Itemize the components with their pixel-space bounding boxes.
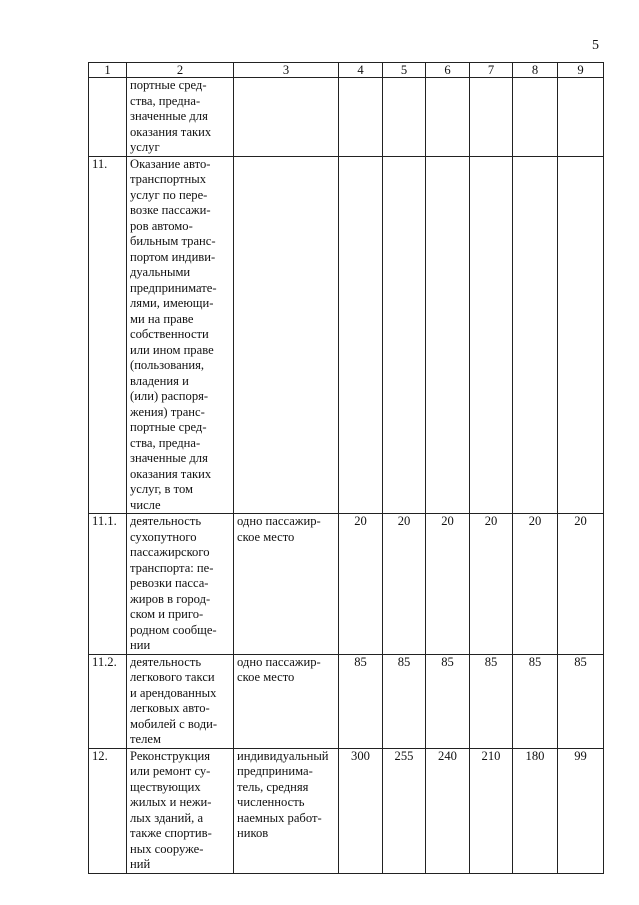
activity-name-line: ществующих [130, 779, 201, 794]
physical-indicator-line: ское место [237, 670, 295, 684]
row-number: 11. [89, 156, 127, 514]
value-cell [339, 78, 383, 157]
activity-name-line: деятельность [130, 514, 202, 528]
activity-name-line: транспорта: пе- [130, 560, 214, 575]
activity-name-line: жения) транс- [130, 404, 205, 419]
value-cell [383, 78, 426, 157]
physical-indicator [234, 654, 339, 748]
value-cell [470, 156, 513, 514]
value-cell: 20 [426, 514, 470, 655]
activity-name-line: (пользования, [130, 358, 205, 372]
activity-name-line: значенные для [130, 109, 208, 123]
value-cell [470, 78, 513, 157]
activity-name-line: деятельность [130, 654, 202, 669]
activity-name-line: (или) распоря- [130, 389, 209, 403]
header-cell: 3 [234, 63, 339, 78]
physical-indicator-line: наемных работ- [237, 810, 322, 825]
physical-indicator-line: ское место [237, 529, 295, 544]
table-row [89, 748, 604, 873]
header-cell: 4 [339, 63, 383, 78]
activity-name-line: сухопутного [130, 529, 197, 544]
value-cell [426, 78, 470, 157]
header-cell: 9 [558, 63, 604, 78]
activity-name-line: или ремонт су- [130, 764, 211, 778]
activity-name-line: или ином праве [130, 342, 214, 357]
activity-name-line: услуг [130, 140, 160, 154]
header-cell: 1 [89, 63, 127, 78]
activity-name-line: ров автомо- [130, 218, 193, 233]
activity-name-line: собственности [130, 327, 209, 341]
activity-name-line: ний [130, 857, 151, 871]
header-cell: 8 [513, 63, 558, 78]
activity-name-line: владения и [130, 373, 189, 388]
value-cell: 240 [426, 748, 470, 873]
value-cell: 20 [558, 514, 604, 655]
physical-indicator-line: одно пассажир- [237, 654, 321, 669]
activity-name-line: легкового такси [130, 670, 215, 684]
value-cell [513, 78, 558, 157]
activity-name-line: бильным транс- [130, 234, 216, 248]
activity-name-line: числе [130, 497, 161, 512]
value-cell: 85 [470, 654, 513, 748]
activity-name-line: услуг по пере- [130, 187, 208, 202]
activity-name-line: нии [130, 638, 151, 652]
header-cell: 7 [470, 63, 513, 78]
value-cell: 85 [558, 654, 604, 748]
value-cell: 300 [339, 748, 383, 873]
table-row [89, 654, 604, 748]
tax-rates-table [88, 62, 604, 874]
value-cell [513, 156, 558, 514]
physical-indicator [234, 156, 339, 514]
value-cell: 99 [558, 748, 604, 873]
header-row [89, 63, 604, 78]
value-cell: 85 [513, 654, 558, 748]
value-cell: 85 [383, 654, 426, 748]
activity-name-line: жиров в город- [130, 591, 211, 606]
row-number: 11.1. [89, 514, 127, 655]
header-cell: 6 [426, 63, 470, 78]
activity-name-line: и арендованных [130, 685, 217, 700]
header-cell: 2 [127, 63, 234, 78]
activity-name [127, 78, 234, 157]
physical-indicator [234, 748, 339, 873]
activity-name-line: портом индиви- [130, 249, 216, 264]
value-cell [558, 78, 604, 157]
activity-name-line: Реконструкция [130, 748, 211, 763]
value-cell: 210 [470, 748, 513, 873]
value-cell: 255 [383, 748, 426, 873]
activity-name [127, 748, 234, 873]
activity-name [127, 514, 234, 655]
value-cell: 20 [383, 514, 426, 655]
value-cell [558, 156, 604, 514]
activity-name-line: пассажирского [130, 545, 210, 559]
value-cell: 180 [513, 748, 558, 873]
activity-name [127, 156, 234, 514]
activity-name-line: ском и приго- [130, 607, 204, 621]
value-cell [426, 156, 470, 514]
activity-name-line: оказания таких [130, 124, 212, 139]
activity-name-line: дуальными [130, 265, 191, 279]
activity-name-line: лых зданий, а [130, 810, 204, 825]
activity-name-line: оказания таких [130, 466, 212, 481]
physical-indicator-line: тель, средняя [237, 779, 309, 794]
table-row [89, 514, 604, 655]
value-cell: 20 [339, 514, 383, 655]
value-cell [339, 156, 383, 514]
activity-name-line: родном сообще- [130, 622, 217, 637]
physical-indicator [234, 514, 339, 655]
activity-name-line: мобилей с води- [130, 716, 218, 731]
value-cell: 20 [513, 514, 558, 655]
activity-name-line: ства, предна- [130, 435, 201, 450]
activity-name-line: также спортив- [130, 826, 212, 840]
activity-name-line: портные сред- [130, 420, 207, 434]
activity-name-line: возке пассажи- [130, 203, 211, 217]
physical-indicator-line: индивидуальный [237, 748, 329, 763]
activity-name-line: ных сооруже- [130, 841, 204, 856]
value-cell: 85 [426, 654, 470, 748]
physical-indicator-line: предпринима- [237, 764, 313, 778]
value-cell [383, 156, 426, 514]
activity-name-line: ства, предна- [130, 93, 201, 108]
page-number: 5 [592, 38, 599, 53]
activity-name-line: легковых авто- [130, 701, 210, 715]
value-cell: 20 [470, 514, 513, 655]
activity-name-line: услуг, в том [130, 482, 193, 496]
activity-name-line: ми на праве [130, 311, 194, 326]
activity-name-line: Оказание авто- [130, 156, 211, 171]
row-number: 12. [89, 748, 127, 873]
header-cell: 5 [383, 63, 426, 78]
physical-indicator-line: ников [237, 826, 269, 840]
activity-name-line: жилых и нежи- [130, 795, 212, 809]
row-number: 11.2. [89, 654, 127, 748]
activity-name-line: портные сред- [130, 78, 207, 92]
physical-indicator-line: численность [237, 795, 305, 809]
activity-name-line: лями, имеющи- [130, 296, 214, 310]
table-row [89, 78, 604, 157]
physical-indicator [234, 78, 339, 157]
activity-name [127, 654, 234, 748]
activity-name-line: предпринимате- [130, 280, 217, 295]
table-row [89, 156, 604, 514]
physical-indicator-line: одно пассажир- [237, 514, 321, 528]
activity-name-line: транспортных [130, 172, 207, 186]
activity-name-line: значенные для [130, 451, 208, 465]
activity-name-line: ревозки пасса- [130, 576, 209, 590]
activity-name-line: телем [130, 732, 161, 746]
value-cell: 85 [339, 654, 383, 748]
row-number [89, 78, 127, 157]
